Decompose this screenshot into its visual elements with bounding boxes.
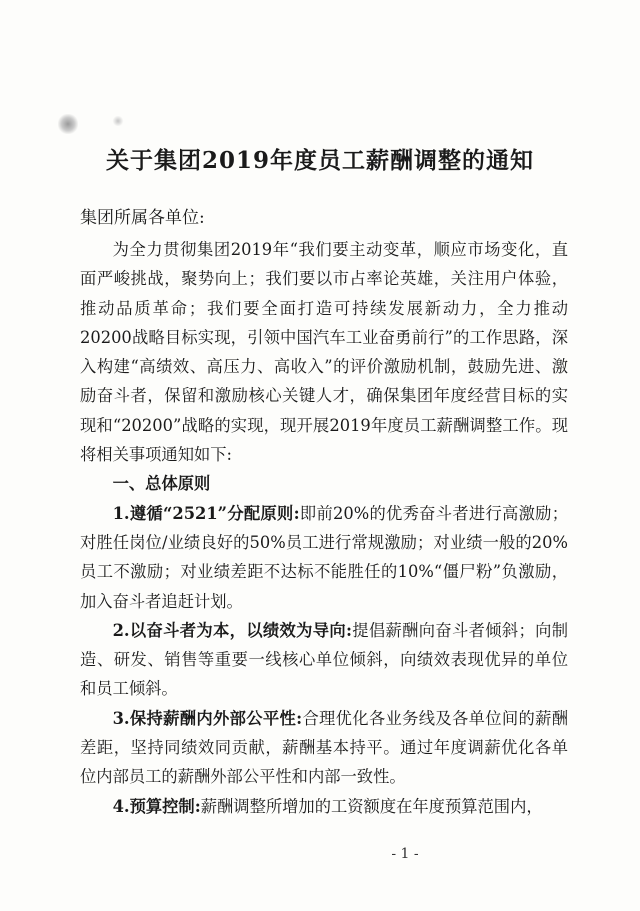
principle-text-1: 即前20%的优秀奋斗者进行高激励；对胜任岗位/业绩良好的50%员工进行常规激励；对业绩一般的20%员工不激励；对业绩差距不达标不能胜任的10%“僵尸粉”负激励，加入奋斗者追赶计划。 [80, 503, 568, 611]
principle-paragraph-1 [80, 499, 568, 616]
principle-text-3: 合理优化各业务线及各单位间的薪酬差距，坚持同绩效同贡献，薪酬基本持平。通过年度调薪优化各单位内部员工的薪酬外部公平性和内部一致性。 [80, 708, 568, 787]
salutation: 集团所属各单位: [80, 208, 205, 228]
principle-lead-3: 3.保持薪酬内外部公平性: [112, 708, 303, 728]
principle-text-4: 薪酬调整所增加的工资额度在年度预算范围内， [200, 796, 543, 816]
principle-lead-1: 1.遵循“2521”分配原则: [112, 503, 300, 523]
principle-lead-2: 2.以奋斗者为本，以绩效为导向: [112, 620, 352, 640]
document-title: 关于集团2019年度员工薪酬调整的通知 [105, 147, 534, 174]
principle-paragraph-4 [80, 792, 568, 821]
section-heading: 一、总体原则 [112, 474, 211, 494]
principle-lead-4: 4.预算控制: [112, 796, 201, 816]
principle-paragraph-2 [80, 616, 568, 704]
intro-paragraph: 为全力贯彻集团2019年“我们要主动变革，顺应市场变化，直面严峻挑战，聚势向上；我们要以市占率论英雄，关注用户体验，推动品质革命；我们要全面打造可持续发展新动力，全力推动20200战略目标实现，引领中国汽车工业奋勇前行”的工作思路，深入构建“高绩效、高压力、高收入”的评价激励机制，鼓励先进、激励奋斗者，保留和激励核心关键人才，确保集团年度经营目标的实现和“20200”战略的实现，现开展2019年度员工薪酬调整工作。现将相关事项通知如下: [80, 240, 568, 465]
principle-text-2: 提倡薪酬向奋斗者倾斜；向制造、研发、销售等重要一线核心单位倾斜，向绩效表现优异的单位和员工倾斜。 [80, 620, 568, 699]
document-body [80, 235, 568, 821]
scan-smudge-mark [58, 114, 78, 134]
scan-smudge-mark-small [112, 116, 124, 126]
page-number: - 1 - [391, 846, 419, 862]
principle-paragraph-3 [80, 704, 568, 792]
